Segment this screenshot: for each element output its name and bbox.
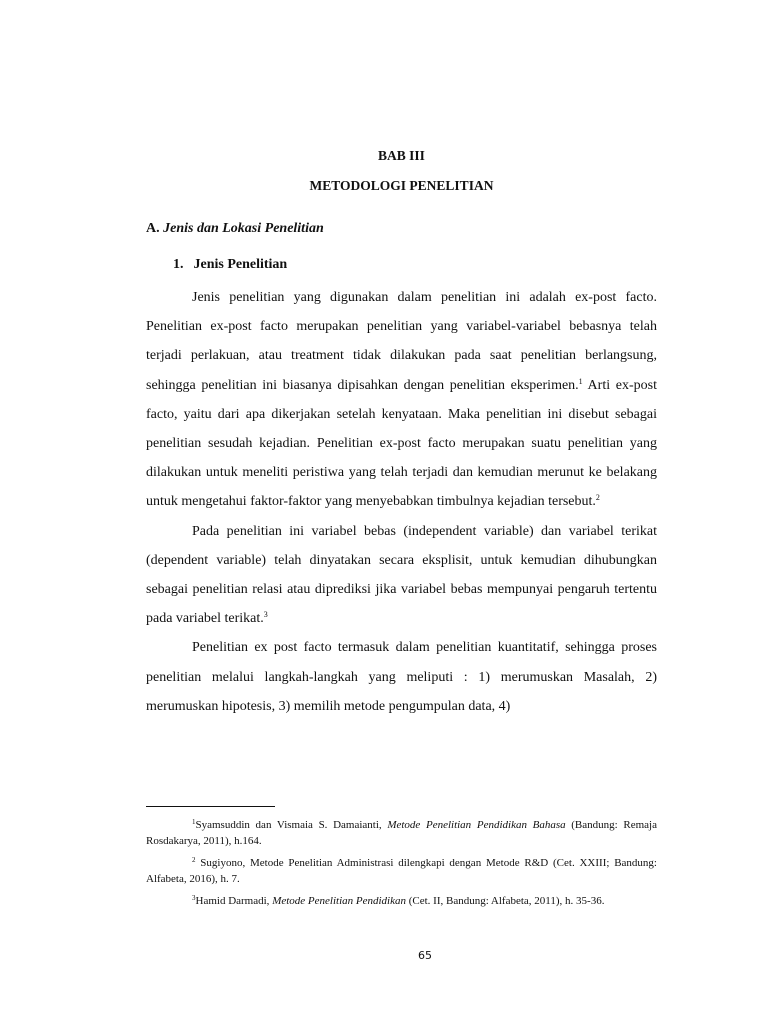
subsection-title: Jenis Penelitian (193, 257, 288, 272)
footnote-number: 3 (192, 894, 196, 902)
footnote-text: Sugiyono, Metode Penelitian Administrasi dilengkapi dengan Metode R&D (Cet. XXIII; Bandung: Alfabeta, 2016), h. 7. (146, 857, 657, 885)
footnote (146, 893, 657, 909)
subsection-heading-1 (173, 257, 287, 273)
footnote-ref: 3 (263, 610, 268, 620)
chapter-title: METODOLOGI PENELITIAN (309, 178, 494, 193)
paragraph (146, 633, 657, 721)
footnotes (146, 817, 657, 915)
footnote-ref: 2 (595, 493, 600, 503)
footnote-book-title: Metode Penelitian Pendidikan Bahasa (387, 819, 566, 831)
paragraph (146, 283, 657, 517)
footnote-text: Hamid Darmadi, (195, 895, 273, 907)
paragraph-text: Pada penelitian ini variabel bebas (independent variable) dan variabel terikat (dependent variable) telah dinyatakan secara eksplisit, untuk kemudian dihubungkan sebagai penelitian relasi atau diprediksi jika variabel bebas mempunyai pengaruh tertentu pada variabel terikat. (146, 523, 657, 627)
footnote (146, 817, 657, 849)
footnote-ref: 1 (578, 376, 583, 386)
footnote-separator (146, 806, 275, 807)
paragraph-text: Jenis penelitian yang digunakan dalam penelitian ini adalah ex-post facto. Penelitian ex-post facto merupakan penelitian yang variabel-variabel bebasnya telah terjadi perlakuan, atau treatment tidak dilakukan pada saat penelitian berlangsung, sehingga penelitian ini biasanya dipisahkan dengan penelitian eksperimen. (146, 290, 657, 393)
footnote-number: 1 (192, 818, 196, 826)
paragraph (146, 517, 657, 634)
footnote-text: (Bandung: Remaja Rosdakarya, 2011), h.164. (146, 819, 657, 847)
body-text (146, 283, 657, 721)
footnote-number: 2 (192, 856, 196, 864)
footnote-text: Syamsuddin dan Vismaia S. Damaianti, (195, 819, 388, 831)
section-heading-a (146, 221, 324, 237)
page-number: 65 (418, 949, 432, 962)
paragraph-text: Arti ex-post facto, yaitu dari apa dikerjakan setelah kenyataan. Maka penelitian ini disebut sebagai penelitian sesudah kejadian. Penelitian ex-post facto merupakan suatu penelitian yang dilakukan untuk meneliti peristiwa yang telah terjadi dan kemudian merunut ke belakang untuk mengetahui faktor-faktor yang menyebabkan timbulnya kejadian tersebut. (146, 377, 657, 510)
footnote-text: (Cet. II, Bandung: Alfabeta, 2011), h. 35-36. (405, 895, 605, 907)
subsection-label: 1. (173, 257, 184, 272)
chapter-heading: BAB III (378, 148, 425, 163)
section-title: Jenis dan Lokasi Penelitian (163, 221, 324, 236)
section-label: A. (146, 221, 160, 236)
footnote (146, 855, 657, 887)
footnote-book-title: Metode Penelitian Pendidikan (272, 895, 406, 907)
paragraph-text: Penelitian ex post facto termasuk dalam penelitian kuantitatif, sehingga proses penelitian melalui langkah-langkah yang meliputi : 1) merumuskan Masalah, 2) merumuskan hipotesis, 3) memilih metode pengumpulan data, 4) (146, 640, 657, 714)
